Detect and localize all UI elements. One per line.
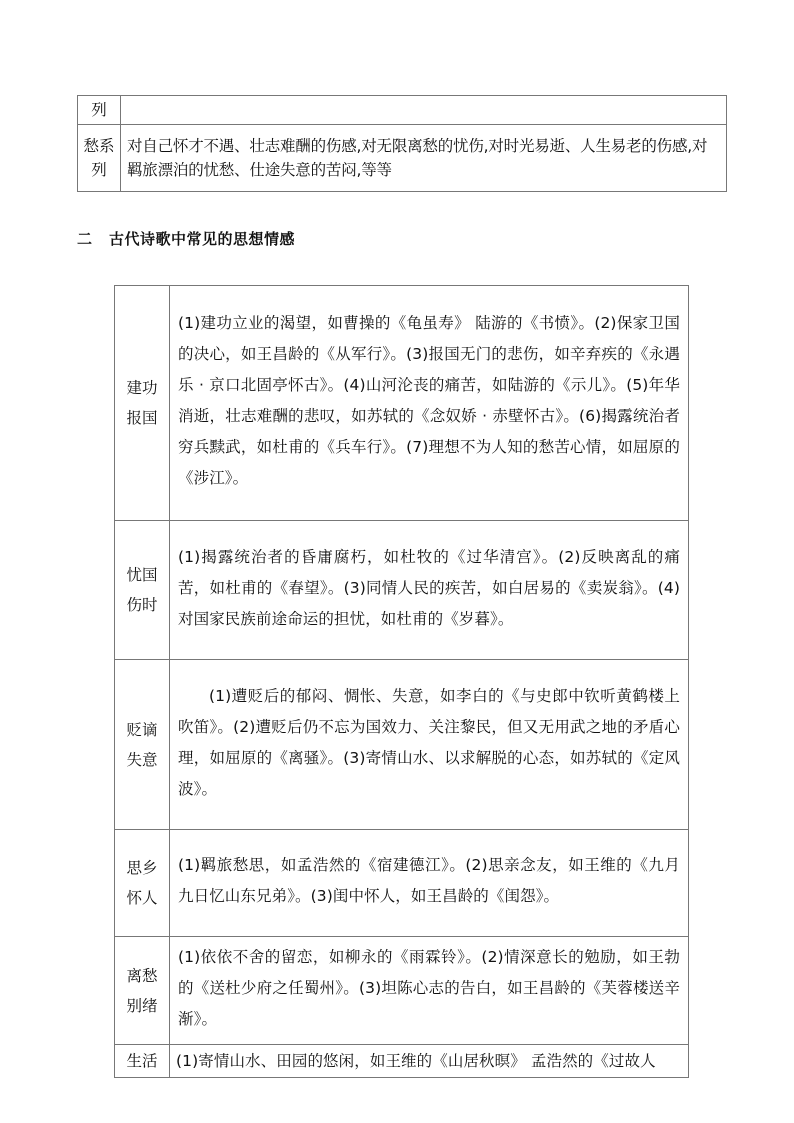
row-text: (1)依依不舍的留恋，如柳永的《雨霖铃》。(2)情深意长的勉励，如王勃的《送杜少府之任蜀州》。(3)坦陈心志的告白，如王昌龄的《芙蓉楼送辛渐》。 xyxy=(170,937,689,1045)
row-label-line: 生活 xyxy=(126,1052,158,1070)
row-label-line: 建功 xyxy=(126,379,158,397)
row-label xyxy=(115,937,170,1045)
row-label-line: 别绪 xyxy=(126,996,158,1015)
row-label-line: 贬谪 xyxy=(126,720,158,739)
row-label-line: 伤时 xyxy=(126,596,158,614)
table-row xyxy=(78,96,727,125)
section-title: 古代诗歌中常见的思想情感 xyxy=(109,230,296,248)
thought-emotion-table xyxy=(114,285,689,1078)
section-heading xyxy=(77,228,295,249)
row-text: 对自己怀才不遇、壮志难酬的伤感,对无限离愁的忧伤,对时光易逝、人生易老的伤感,对羁旅漂泊的忧愁、仕途失意的苦闷,等等 xyxy=(121,125,727,192)
row-label-line: 报国 xyxy=(126,409,158,427)
row-label xyxy=(115,521,170,660)
row-label xyxy=(115,830,170,937)
row-text: (1)揭露统治者的昏庸腐朽，如杜牧的《过华清宫》。(2)反映离乱的痛苦，如杜甫的《春望》。(3)同情人民的疾苦，如白居易的《卖炭翁》。(4)对国家民族前途命运的担忧，如杜甫的《岁暮》。 xyxy=(170,521,689,660)
section-number: 二 xyxy=(77,230,93,248)
row-text: (1)遭贬后的郁闷、惆怅、失意，如李白的《与史郎中钦听黄鹤楼上吹笛》。(2)遭贬后仍不忘为国效力、关注黎民，但又无用武之地的矛盾心理，如屈原的《离骚》。(3)寄情山水、以求解脱的心态，如苏轼的《定风波》。 xyxy=(170,660,689,830)
row-label xyxy=(78,125,121,192)
row-label-line: 离愁 xyxy=(126,966,158,985)
table-row xyxy=(115,1045,689,1078)
table-row xyxy=(115,286,689,521)
row-label xyxy=(115,286,170,521)
row-text xyxy=(121,96,727,125)
table-row xyxy=(115,660,689,830)
row-text: (1)建功立业的渴望，如曹操的《龟虽寿》 陆游的《书愤》。(2)保家卫国的决心，如王昌龄的《从军行》。(3)报国无门的悲伤，如辛弃疾的《永遇乐 · 京口北固亭怀古》。(4)山河沦丧的痛苦，如陆游的《示儿》。(5)年华消逝，壮志难酬的悲叹，如苏轼的《念奴娇 · 赤壁怀古》。(6)揭露统治者穷兵黩武，如杜甫的《兵车行》。(7)理想不为人知的愁苦心情，如屈原的《涉江》。 xyxy=(170,286,689,521)
row-label xyxy=(115,660,170,830)
table-row xyxy=(115,830,689,937)
row-label-line: 愁系 xyxy=(83,137,115,155)
row-label-line: 列 xyxy=(91,101,107,119)
row-text: (1)寄情山水、田园的悠闲，如王维的《山居秋暝》 孟浩然的《过故人 xyxy=(170,1045,689,1078)
table-row xyxy=(115,521,689,660)
row-label-line: 怀人 xyxy=(126,889,158,907)
row-label xyxy=(115,1045,170,1078)
row-label xyxy=(78,96,121,125)
row-text: (1)羁旅愁思，如孟浩然的《宿建德江》。(2)思亲念友，如王维的《九月九日忆山东兄弟》。(3)闺中怀人，如王昌龄的《闺怨》。 xyxy=(170,830,689,937)
table-row xyxy=(78,125,727,192)
row-label-line: 思乡 xyxy=(126,859,158,877)
row-label-line: 列 xyxy=(91,161,107,179)
row-label-line: 失意 xyxy=(126,750,158,769)
table-row xyxy=(115,937,689,1045)
row-label-line: 忧国 xyxy=(126,566,158,584)
emotion-table-continued xyxy=(77,95,727,192)
